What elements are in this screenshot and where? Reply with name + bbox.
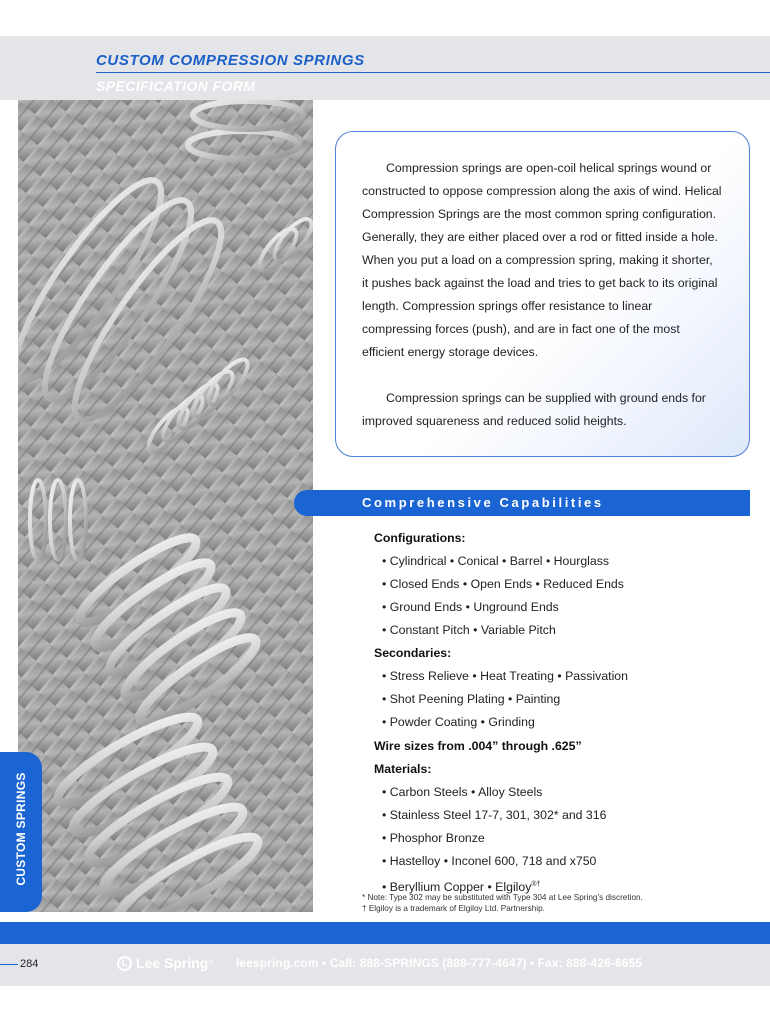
- page-number-rule: [0, 964, 18, 965]
- capabilities-header: [294, 490, 750, 516]
- list-item: • Stainless Steel 17-7, 301, 302* and 316: [382, 808, 607, 822]
- springs-photo-art: [18, 100, 313, 912]
- wire-sizes: Wire sizes from .004” through .625”: [374, 739, 582, 753]
- title-rule: [96, 72, 770, 73]
- springs-photo: [18, 100, 313, 912]
- list-item: • Stress Relieve • Heat Treating • Passivation: [382, 669, 628, 683]
- page-number: 284: [20, 958, 39, 970]
- list-item: • Powder Coating • Grinding: [382, 715, 535, 729]
- intro-box: [335, 131, 750, 457]
- list-item: • Hastelloy • Inconel 600, 718 and x750: [382, 854, 597, 868]
- list-item: • Phosphor Bronze: [382, 831, 485, 845]
- intro-paragraph-1: Compression springs are open-coil helical springs wound or constructed to oppose compression along the axis of wind. Helical Compression Springs are the most common spring configuration. Generally, they are either placed over a rod or fitted inside a hole. When you put a load on a compression spring, making it shorter, it pushes back against the load and tries to get back to its original length. Compression springs offer resistance to linear compressing forces (push), and are in fact one of the most efficient energy storage devices.: [362, 161, 722, 359]
- logo-text: Lee Spring: [136, 955, 209, 971]
- footer-blue-bar: [0, 922, 770, 944]
- capabilities-list: [374, 527, 744, 896]
- logo-registered-mark: ®: [208, 959, 214, 967]
- page-title: CUSTOM COMPRESSION SPRINGS: [96, 52, 365, 69]
- capabilities-title: Comprehensive Capabilities: [362, 495, 604, 510]
- side-tab-label: CUSTOM SPRINGS: [14, 772, 28, 886]
- footnotes: [362, 892, 643, 914]
- list-item: • Constant Pitch • Variable Pitch: [382, 623, 556, 637]
- secondaries-label: Secondaries:: [374, 646, 452, 660]
- page-subtitle: SPECIFICATION FORM: [96, 78, 256, 94]
- materials-label: Materials:: [374, 762, 432, 776]
- configurations-label: Configurations:: [374, 531, 466, 545]
- list-item: • Ground Ends • Unground Ends: [382, 600, 559, 614]
- side-tab: [0, 752, 42, 912]
- list-item: • Cylindrical • Conical • Barrel • Hourglass: [382, 554, 610, 568]
- list-item: • Closed Ends • Open Ends • Reduced Ends: [382, 577, 624, 591]
- list-item: • Shot Peening Plating • Painting: [382, 692, 561, 706]
- lee-spring-logo: [117, 953, 214, 973]
- lee-spring-logo-icon: L: [117, 956, 132, 971]
- footnote-1: * Note: Type 302 may be substituted with Type 304 at Lee Spring’s discretion.: [362, 893, 643, 902]
- list-item: • Carbon Steels • Alloy Steels: [382, 785, 543, 799]
- last-material: • Beryllium Copper • Elgiloy: [382, 880, 532, 895]
- footnote-2: † Elgiloy is a trademark of Elgiloy Ltd. Partnership.: [362, 904, 545, 913]
- last-material-sup: ®†: [531, 881, 541, 888]
- intro-paragraph-2: Compression springs can be supplied with ground ends for improved squareness and reduced solid heights.: [362, 391, 706, 428]
- footer-contact: leespring.com • Call: 888-SPRINGS (888-777-4647) • Fax: 888-426-6655: [236, 956, 643, 970]
